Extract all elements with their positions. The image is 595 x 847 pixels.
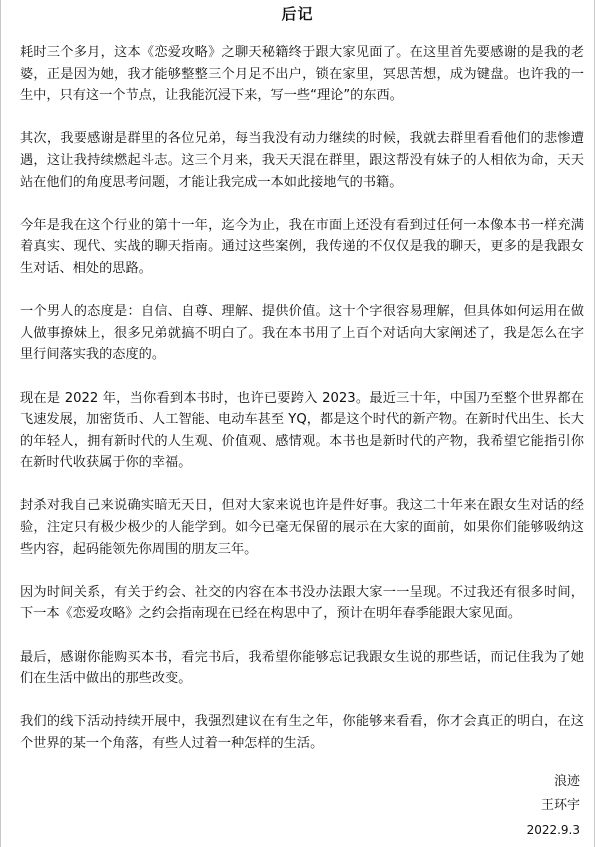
paragraph-1: 耗时三个多月，这本《恋爱攻略》之聊天秘籍终于跟大家见面了。在这里首先要感谢的是我的老婆，正是因为她，我才能够整整三个月足不出户，锁在家里，冥思苦想，成为键盘。也许我的一生中，只有这一个节点，让我能沉浸下来，写一些“理论”的东西。 xyxy=(20,45,584,104)
paragraph-8: 最后，感谢你能购买本书，看完书后，我希望你能够忘记我跟女生说的那些话，而记住我为了她们在生活中做出的那些改变。 xyxy=(20,649,584,687)
paragraph-4: 一个男人的态度是：自信、自尊、理解、提供价值。这十个字很容易理解，但具体如何运用在做人做事撩妹上，很多兄弟就搞不明白了。我在本书用了上百个对话向大家阐述了，我是怎么在字里行间落实我的态度的。 xyxy=(20,304,584,363)
paragraph-2: 其次，我要感谢是群里的各位兄弟，每当我没有动力继续的时候，我就去群里看看他们的悲惨遭遇，这让我持续燃起斗志。这三个月来，我天天混在群里，跟这帮没有妹子的人相依为命，天天站在他们的角度思考问题，才能让我完成一本如此接地气的书籍。 xyxy=(20,131,584,190)
document-body xyxy=(20,42,584,776)
paragraph-3: 今年是我在这个行业的第十一年，迄今为止，我在市面上还没有看到过任何一本像本书一样充满着真实、现代、实战的聊天指南。通过这些案例，我传递的不仅仅是我的聊天，更多的是我跟女生对话、相处的思路。 xyxy=(20,217,584,276)
page-title: 后记 xyxy=(281,5,314,23)
signature-block xyxy=(527,770,580,842)
paragraph-9: 我们的线下活动持续开展中，我强烈建议在有生之年，你能够来看看，你才会真正的明白，在这个世界的某一个角落，有些人过着一种怎样的生活。 xyxy=(20,714,584,751)
paragraph-7: 因为时间关系，有关于约会、社交的内容在本书没办法跟大家一一呈现。不过我还有很多时间，下一本《恋爱攻略》之约会指南现在已经在构思中了，预计在明年春季能跟大家见面。 xyxy=(20,584,584,622)
paragraph-5: 现在是 2022 年，当你看到本书时，也许已要跨入 2023。最近三十年，中国乃至整个世界都在飞速发展，加密货币、人工智能、电动车甚至 YQ，都是这个时代的新产物。在新时代出生、长大的年轻人，拥有新时代的人生观、价值观、感情观。本书也是新时代的产物，我希望它能指引你在新时代收获属于你的幸福。 xyxy=(20,390,584,471)
paragraph-6: 封杀对我自己来说确实暗无天日，但对大家来说也许是件好事。我这二十年来在跟女生对话的经验，注定只有极少极少的人能学到。如今已毫无保留的展示在大家的面前，如果你们能够吸纳这些内容，起码能领先你周围的朋友三年。 xyxy=(20,498,584,557)
signature-pen-name: 浪迹 xyxy=(553,774,580,789)
signature-date: 2022.9.3 xyxy=(526,823,580,837)
signature-author: 王环宇 xyxy=(540,798,580,813)
